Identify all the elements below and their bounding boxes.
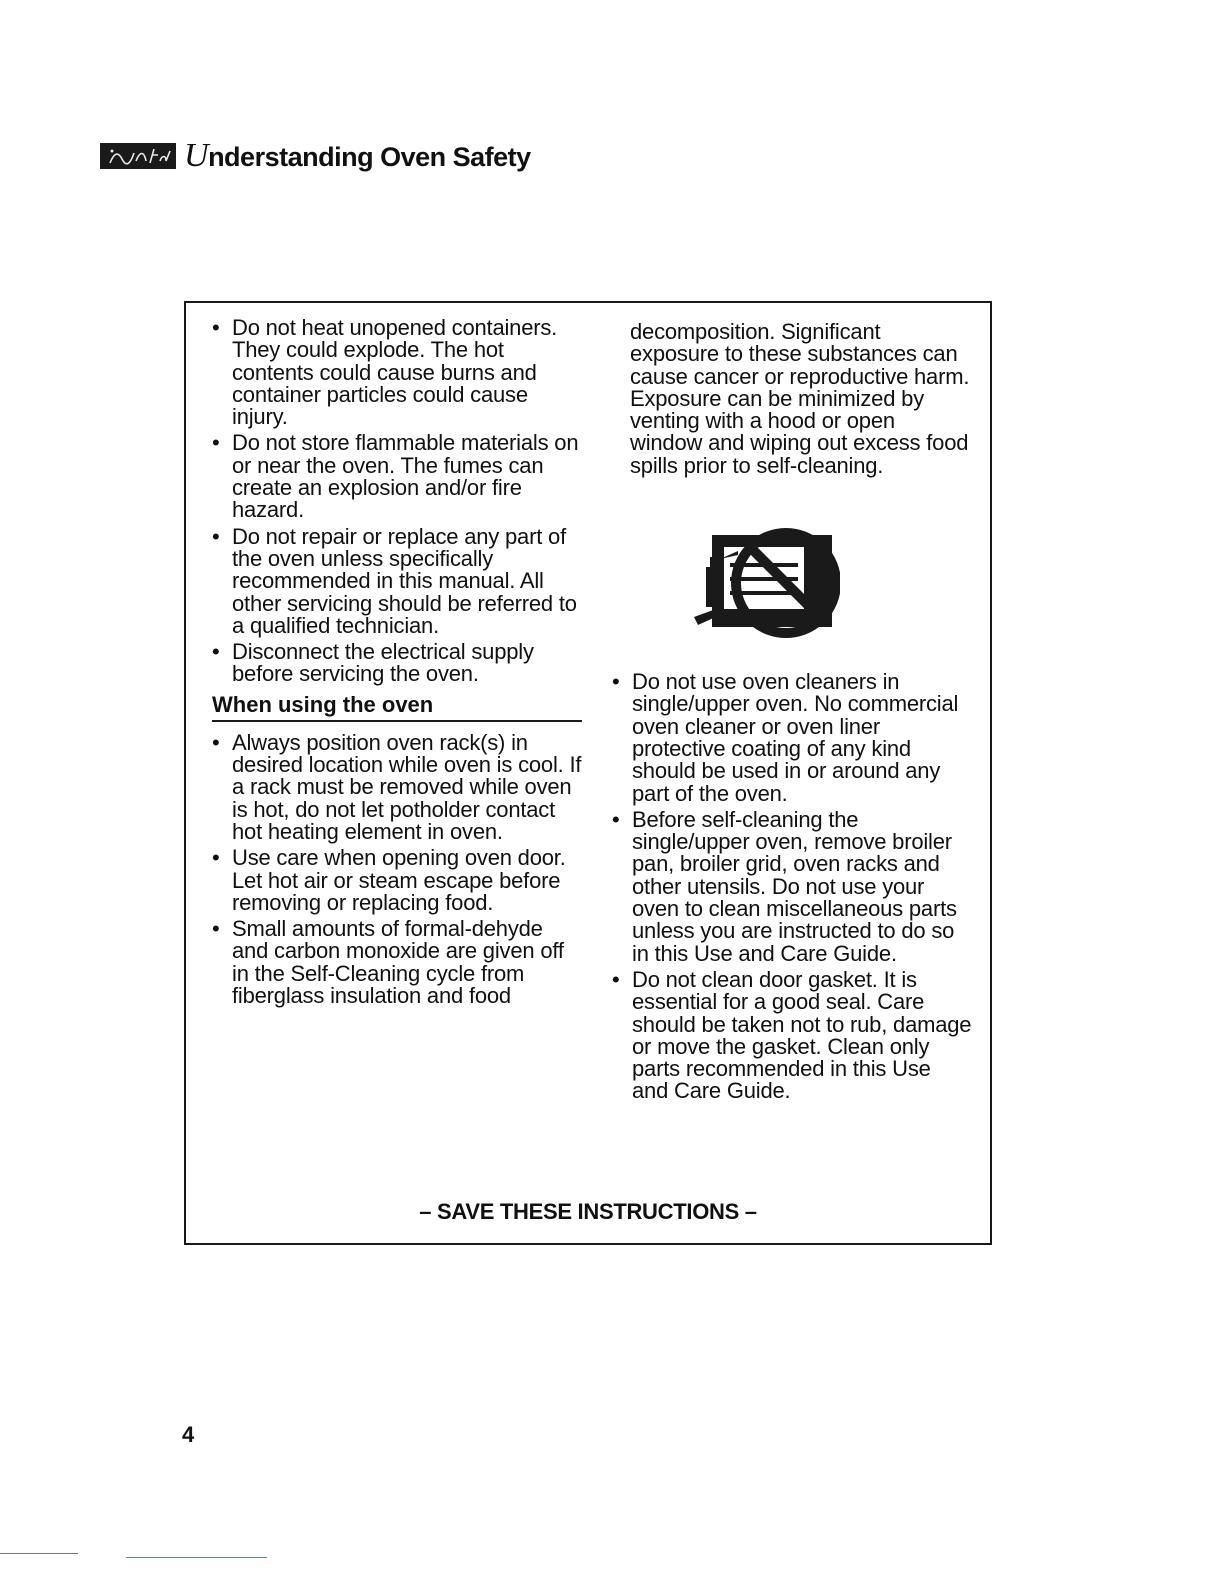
save-instructions-note: – SAVE THESE INSTRUCTIONS – [419, 1199, 757, 1224]
list-item: • Do not clean door gasket. It is essential for a good seal. Care should be taken not to rub, damage or move the gasket. Clean only parts recommended in this Use and Care Guide. [612, 969, 972, 1103]
continued-paragraph: decomposition. Significant exposure to these substances can cause cancer or reproductive harm. Exposure can be minimized by venting with a hood or open window and wiping out excess food spills prior to self-cleaning. [630, 319, 970, 478]
list-item: • Disconnect the electrical supply before servicing the oven. [212, 641, 584, 686]
left-column [212, 317, 584, 1011]
page-title-initial: U [184, 136, 209, 174]
list-item: • Small amounts of formal-dehyde and carbon monoxide are given off in the Self-Cleaning cycle from fiberglass insulation and food [212, 918, 584, 1007]
oven-use-list [212, 729, 584, 1009]
list-item: • Do not heat unopened containers. They could explode. The hot contents could cause burns and container particles could cause injury. [212, 317, 584, 428]
bottom-link-rule [126, 1557, 267, 1558]
right-column [612, 321, 972, 1107]
general-safety-list [212, 317, 584, 686]
cleaning-safety-list [612, 671, 972, 1103]
list-item: • Use care when opening oven door. Let hot air or steam escape before removing or replacing food. [212, 847, 584, 914]
bottom-rule [0, 1553, 78, 1554]
list-item: • Always position oven rack(s) in desired location while oven is cool. If a rack must be removed while oven is hot, do not let potholder contact hot heating element in oven. [212, 732, 584, 843]
list-item: • Do not repair or replace any part of the oven unless specifically recommended in this manual. All other servicing should be referred to a qualified technician. [212, 526, 584, 637]
page-title [184, 138, 531, 175]
page-title-rest: nderstanding Oven Safety [208, 141, 531, 172]
section-subheading: When using the oven [212, 692, 582, 722]
no-oven-cleaner-icon [690, 525, 840, 641]
list-item: • Do not store flammable materials on or near the oven. The fumes can create an explosion and/or fire hazard. [212, 432, 584, 521]
page-number: 4 [182, 1422, 195, 1447]
page-header [100, 138, 531, 174]
section-emblem-icon [100, 143, 176, 169]
list-item: • Do not use oven cleaners in single/upper oven. No commercial oven cleaner or oven liner protective coating of any kind should be used in or around any part of the oven. [612, 671, 972, 805]
safety-instructions-box [184, 301, 992, 1245]
list-item: • Before self-cleaning the single/upper oven, remove broiler pan, broiler grid, oven racks and other utensils. Do not use your oven to clean miscellaneous parts unless you are instructed to do so in this Use and Care Guide. [612, 809, 972, 965]
